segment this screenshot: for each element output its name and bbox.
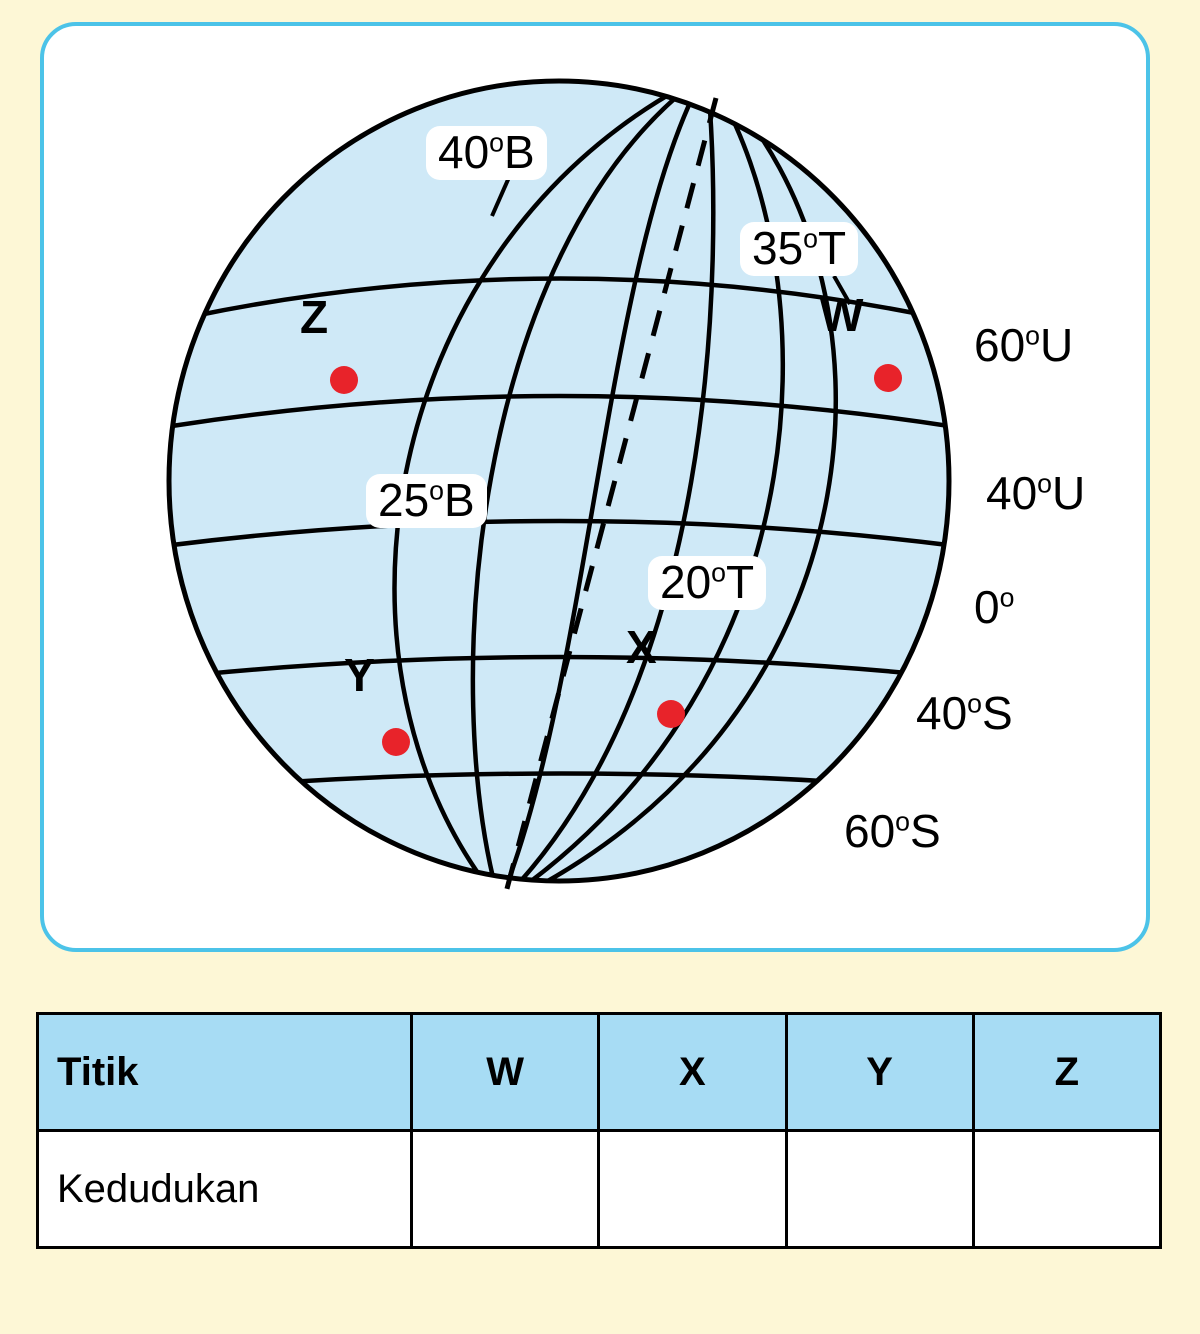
latitude-label-0: 0$^o$: [974, 581, 1015, 633]
globe-sphere: [169, 81, 949, 881]
globe-figure-card: [40, 22, 1150, 952]
answer-table-wrap: [36, 1012, 1162, 1249]
answer-cell-y[interactable]: [786, 1131, 973, 1248]
point-z-marker: [330, 366, 358, 394]
header-w: W: [412, 1014, 599, 1131]
point-y-marker: [382, 728, 410, 756]
kedudukan-table: [36, 1012, 1162, 1249]
callout-lon-40B: 40$^o$B: [426, 126, 547, 180]
point-x-marker: [657, 700, 685, 728]
answer-cell-x[interactable]: [599, 1131, 786, 1248]
point-label-z: Z: [300, 291, 329, 343]
point-label-x: X: [626, 621, 657, 673]
latitude-label-60U: 60$^o$U: [974, 319, 1074, 371]
header-titik: Titik: [38, 1014, 412, 1131]
callout-lon-25B: 25$^o$B: [366, 474, 487, 528]
globe-illustration: [44, 26, 1154, 956]
point-w-marker: [874, 364, 902, 392]
latitude-label-40S: 40$^o$S: [916, 687, 1013, 739]
header-y: Y: [786, 1014, 973, 1131]
row-label-kedudukan: Kedudukan: [38, 1131, 412, 1248]
answer-cell-z[interactable]: [973, 1131, 1160, 1248]
callout-lon-35T: 35$^o$T: [740, 222, 858, 276]
answer-cell-w[interactable]: [412, 1131, 599, 1248]
table-header-row: [38, 1014, 1161, 1131]
latitude-label-60S: 60$^o$S: [844, 805, 941, 857]
latitude-label-40U: 40$^o$U: [986, 467, 1086, 519]
point-label-w: W: [820, 289, 864, 341]
table-row: [38, 1131, 1161, 1248]
callout-lon-20T: 20$^o$T: [648, 556, 766, 610]
header-z: Z: [973, 1014, 1160, 1131]
point-label-y: Y: [344, 649, 375, 701]
header-x: X: [599, 1014, 786, 1131]
